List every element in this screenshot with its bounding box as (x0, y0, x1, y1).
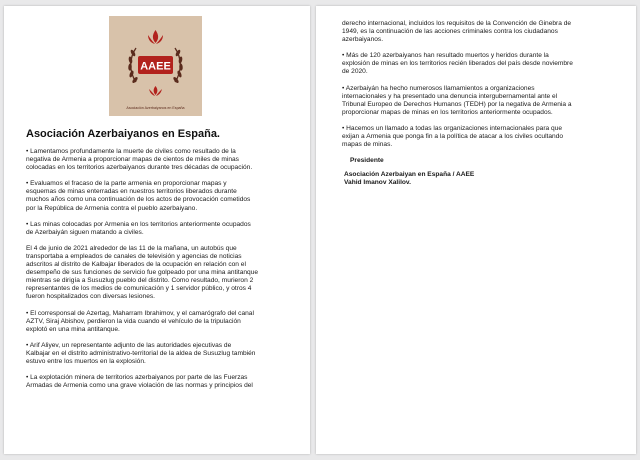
text-line: • Las minas colocadas por Armenia en los territorios anteriormente ocupados (26, 220, 251, 228)
text-line: exijan a Armenia que ponga fin a la política de atacar a los civiles ocultando (342, 133, 564, 141)
body-paragraph (26, 374, 304, 390)
text-line: por la República de Armenia contra el pueblo azerbaiyano. (26, 204, 198, 212)
text-line: • La explotación minera de territorios azerbaiyanos por parte de las Fuerzas (26, 374, 248, 382)
text-line: • Más de 120 azerbaiyanos han resultado muertos y heridos durante la (342, 52, 549, 60)
text-line: derecho internacional, incluidos los requisitos de la Convención de Ginebra de (342, 20, 572, 27)
text-line: Armadas de Armenia como una grave violación de las normas y principios del (26, 382, 253, 390)
logo-tagline: Asociación Azerbaiyanos en España (126, 106, 185, 110)
text-line: de Azerbaiyán siguen matando a civiles. (26, 228, 144, 236)
organization-title: Asociación Azerbaiyanos en España. (26, 128, 220, 140)
body-paragraph (26, 342, 304, 366)
aaee-logo (109, 16, 202, 116)
president-label: Presidente (350, 157, 384, 165)
text-line: negativa de Armenia a proporcionar mapas de cientos de miles de minas (26, 156, 239, 164)
text-line: Kalbajar en el distrito administrativo-territorial de la aldea de Susuzlug también (26, 349, 256, 357)
text-line: explosión de minas en los territorios recién liberados del país desde noviembre (342, 60, 573, 68)
text-line: • Lamentamos profundamente la muerte de civiles como resultado de la (26, 148, 236, 155)
text-line: • Hacemos un llamado a todas las organizaciones internacionales para que (342, 124, 563, 132)
right-body-text (342, 20, 630, 196)
aaee-emblem (109, 16, 202, 116)
document-page-right (316, 6, 636, 454)
text-line: mapas de minas. (342, 141, 393, 149)
text-line: Tribunal Europeo de Derechos Humanos (TEDH) por la negativa de Armenia a (342, 100, 572, 108)
body-paragraph (26, 221, 304, 237)
body-paragraph (342, 52, 630, 76)
text-line: muchos años como una continuación de los actos de provocación cometidos (26, 196, 251, 204)
signature-name: Vahid Imanov Xalilov. (344, 179, 411, 187)
text-line: 1949, es la continuación de las acciones criminales contra los ciudadanos (342, 28, 558, 36)
body-paragraph (26, 148, 304, 172)
signature-block (342, 171, 630, 187)
logo-wordmark: AAEE (140, 60, 171, 73)
text-line: • Azerbaiyán ha hecho numerosos llamamientos a organizaciones (342, 84, 535, 92)
text-line: transportaba a empleados de canales de televisión y agencias de noticias (26, 252, 242, 260)
text-line: representantes de los medios de comunicación y 1 servidor público, y otros 4 (26, 285, 252, 293)
body-paragraph (342, 125, 630, 149)
text-line: proporcionar mapas de minas en los territorios anteriormente ocupados. (342, 108, 553, 116)
body-paragraph (26, 310, 304, 334)
document-page-left (4, 6, 310, 454)
body-paragraph (342, 85, 630, 117)
text-line: colocadas en los territorios azerbaiyanos durante tres décadas de ocupación. (26, 164, 253, 172)
text-line: azerbaiyanos. (342, 36, 384, 44)
text-line: estuvo entre los muertos en la explosión. (26, 357, 146, 365)
text-line: • El corresponsal de Azertag, Maharram Ibrahimov, y el camarógrafo del canal (26, 309, 254, 317)
text-line: de 2020. (342, 68, 368, 76)
left-body-text (26, 148, 304, 398)
text-line: esquemas de minas enterradas en nuestros territorios liberados durante (26, 188, 237, 196)
text-line: adscritos al distrito de Kalbajar liberados de la ocupación en relación con el (26, 261, 246, 269)
text-line: desempeño de sus funciones de servicio fue golpeado por una mina antitanque (26, 269, 259, 277)
right-paragraphs (342, 20, 630, 149)
body-paragraph (342, 20, 630, 44)
signature-org: Asociación Azerbaiyan en España / AAEE (344, 171, 475, 179)
text-line: explotó en una mina antitanque. (26, 325, 120, 333)
text-line: • Evaluamos el fracaso de la parte armenia en proporcionar mapas y (26, 180, 227, 188)
body-paragraph (26, 245, 304, 302)
text-line: mientras se dirigía a Susuzlug pueblo del distrito. Como resultado, murieron 2 (26, 277, 254, 285)
text-line: • Arif Aliyev, un representante adjunto de las autoridades ejecutivas de (26, 341, 232, 349)
text-line: AZTV, Siraj Abishov, perdieron la vida cuando el vehículo de la tripulación (26, 317, 241, 325)
text-line: internacionales y ha presentado una denuncia intergubernamental ante el (342, 92, 558, 100)
body-paragraph (26, 180, 304, 212)
text-line: fueron hospitalizados con diversas lesiones. (26, 293, 156, 301)
text-line: El 4 de junio de 2021 alrededor de las 11 de la mañana, un autobús que (26, 244, 237, 252)
